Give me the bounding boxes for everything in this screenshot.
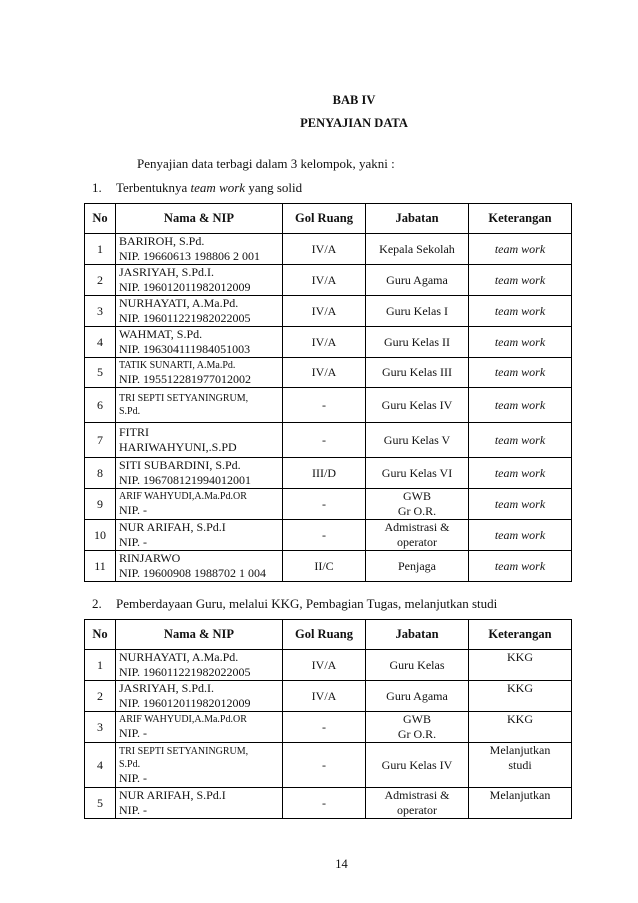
cell-gol: - (283, 712, 366, 743)
header-name: Nama & NIP (116, 620, 283, 650)
cell-nip: NIP. - (119, 535, 148, 549)
cell-jabatan-line2: Gr O.R. (397, 504, 437, 518)
header-jabatan: Jabatan (366, 204, 469, 234)
cell-name: NUR ARIFAH, S.Pd.I (119, 788, 226, 802)
cell-jabatan-line1: Guru Agama (386, 688, 448, 703)
cell-jabatan (366, 265, 469, 296)
cell-jabatan-line1: GWB (403, 489, 431, 503)
cell-no: 3 (85, 712, 116, 743)
cell-nip-line2: NIP. - (119, 770, 148, 785)
cell-name-nip (116, 296, 283, 327)
cell-name: NUR ARIFAH, S.Pd.I (119, 520, 226, 534)
cell-name: TRI SEPTI SETYANINGRUM, (119, 745, 249, 757)
cell-nip: NIP. 196011221982022005 (119, 665, 251, 679)
cell-gol: - (283, 423, 366, 458)
table-row (85, 234, 572, 265)
cell-jabatan-line1: Guru Kelas IV (381, 397, 453, 412)
cell-gol: IV/A (283, 650, 366, 681)
cell-ket-line1: KKG (507, 712, 533, 726)
section-1-text-after: yang solid (245, 180, 303, 195)
kkg-table (84, 619, 572, 819)
cell-jabatan-line1: Guru Agama (386, 272, 448, 287)
cell-ket-line1: Melanjutkan (489, 788, 551, 802)
cell-ket: team work (469, 358, 572, 388)
header-name: Nama & NIP (116, 204, 283, 234)
table-row (85, 296, 572, 327)
cell-ket: team work (469, 423, 572, 458)
cell-name-nip (116, 265, 283, 296)
cell-gol: IV/A (283, 681, 366, 712)
intro-paragraph: Penyajian data terbagi dalam 3 kelompok, yakni : (137, 156, 395, 171)
cell-jabatan-line2: Gr O.R. (397, 727, 437, 741)
cell-no: 11 (85, 551, 116, 582)
cell-gol: - (283, 788, 366, 819)
header-no: No (85, 620, 116, 650)
table-row (85, 788, 572, 819)
cell-no: 2 (85, 265, 116, 296)
cell-gol: IV/A (283, 358, 366, 388)
cell-gol: IV/A (283, 327, 366, 358)
cell-nip: HARIWAHYUNI,.S.PD (119, 440, 237, 454)
cell-no: 6 (85, 388, 116, 423)
cell-no: 9 (85, 489, 116, 520)
cell-ket: team work (469, 388, 572, 423)
cell-jabatan (366, 788, 469, 819)
section-1-text-before: Terbentuknya (116, 180, 191, 195)
cell-gol: IV/A (283, 296, 366, 327)
cell-gol: - (283, 489, 366, 520)
team-work-table (84, 203, 572, 582)
cell-jabatan-line1: Kepala Sekolah (379, 241, 455, 256)
cell-name-nip (116, 388, 283, 423)
chapter-heading: BAB IV (332, 93, 376, 107)
cell-jabatan-line1: Guru Kelas I (386, 303, 448, 318)
cell-ket: team work (469, 296, 572, 327)
cell-no: 4 (85, 743, 116, 788)
cell-name-nip (116, 551, 283, 582)
table-row (85, 327, 572, 358)
cell-jabatan (366, 296, 469, 327)
header-gol: Gol Ruang (283, 620, 366, 650)
header-jabatan: Jabatan (366, 620, 469, 650)
table-row (85, 489, 572, 520)
cell-ket (469, 650, 572, 681)
cell-name-nip (116, 681, 283, 712)
cell-jabatan (366, 712, 469, 743)
table-header-row (85, 620, 572, 650)
cell-name: RINJARWO (119, 551, 181, 565)
cell-name-nip (116, 788, 283, 819)
cell-name: JASRIYAH, S.Pd.I. (119, 681, 215, 695)
section-1-text-italic: team work (190, 180, 246, 195)
header-gol: Gol Ruang (283, 204, 366, 234)
cell-name-nip (116, 743, 283, 788)
cell-name: FITRI (119, 425, 149, 439)
cell-ket-line1: KKG (507, 650, 533, 664)
cell-no: 2 (85, 681, 116, 712)
cell-nip: S.Pd. (119, 758, 141, 770)
cell-nip: NIP. - (119, 803, 148, 817)
cell-nip: NIP. - (119, 726, 148, 740)
cell-name: WAHMAT, S.Pd. (119, 327, 203, 341)
cell-jabatan (366, 650, 469, 681)
cell-ket: team work (469, 489, 572, 520)
cell-jabatan (366, 520, 469, 551)
cell-nip: NIP. 19660613 198806 2 001 (119, 249, 261, 263)
cell-ket (469, 743, 572, 788)
cell-nip: S.Pd. (119, 406, 141, 417)
cell-name: ARIF WAHYUDI,A.Ma.Pd.OR (119, 714, 247, 725)
cell-gol: - (283, 388, 366, 423)
cell-jabatan (366, 327, 469, 358)
cell-name-nip (116, 712, 283, 743)
cell-jabatan (366, 423, 469, 458)
cell-jabatan (366, 458, 469, 489)
cell-ket (469, 788, 572, 819)
cell-name: NURHAYATI, A.Ma.Pd. (119, 296, 239, 310)
cell-jabatan-line1: Admistrasi & (384, 520, 450, 534)
cell-ket: team work (469, 265, 572, 296)
table-row (85, 458, 572, 489)
cell-no: 7 (85, 423, 116, 458)
cell-no: 5 (85, 358, 116, 388)
cell-jabatan (366, 743, 469, 788)
cell-jabatan-line2: operator (397, 535, 437, 549)
cell-nip: NIP. 196304111984051003 (119, 342, 251, 356)
cell-no: 5 (85, 788, 116, 819)
cell-no: 1 (85, 650, 116, 681)
cell-ket: team work (469, 234, 572, 265)
cell-ket (469, 712, 572, 743)
cell-ket-line2: studi (508, 758, 532, 772)
cell-jabatan-line1: Admistrasi & (384, 788, 450, 802)
cell-name-nip (116, 423, 283, 458)
cell-name: JASRIYAH, S.Pd.I. (119, 265, 215, 279)
cell-nip: NIP. - (119, 503, 148, 517)
cell-name: ARIF WAHYUDI,A.Ma.Pd.OR (119, 491, 247, 502)
cell-name: BARIROH, S.Pd. (119, 234, 205, 248)
cell-name-nip (116, 520, 283, 551)
cell-ket-line1: Melanjutkan (489, 743, 551, 757)
cell-name-nip (116, 358, 283, 388)
cell-nip: NIP. 195512281977012002 (119, 371, 252, 386)
cell-jabatan-line1: Guru Kelas V (383, 432, 451, 447)
cell-gol: - (283, 520, 366, 551)
cell-ket: team work (469, 520, 572, 551)
cell-nip: NIP. 196012011982012009 (119, 280, 251, 294)
cell-jabatan-line1: Guru Kelas IV (381, 757, 453, 772)
section-2-number: 2. (92, 596, 102, 611)
cell-nip: NIP. 196708121994012001 (119, 473, 252, 487)
cell-name: NURHAYATI, A.Ma.Pd. (119, 650, 239, 664)
cell-ket-line1: KKG (507, 681, 533, 695)
cell-no: 3 (85, 296, 116, 327)
cell-name-nip (116, 650, 283, 681)
cell-nip: NIP. 196011221982022005 (119, 311, 251, 325)
table-row (85, 551, 572, 582)
section-1-heading (92, 180, 302, 196)
section-2-heading (92, 596, 497, 612)
cell-jabatan (366, 489, 469, 520)
table-row (85, 520, 572, 551)
cell-name-nip (116, 234, 283, 265)
cell-name: TRI SEPTI SETYANINGRUM, (119, 393, 249, 404)
table-row (85, 358, 572, 388)
header-ket: Keterangan (469, 620, 572, 650)
page-title: PENYAJIAN DATA (300, 116, 408, 130)
cell-jabatan-line1: Guru Kelas (389, 657, 445, 672)
table-row (85, 388, 572, 423)
header-ket: Keterangan (469, 204, 572, 234)
table-row (85, 743, 572, 788)
cell-name-nip (116, 458, 283, 489)
cell-no: 8 (85, 458, 116, 489)
cell-jabatan-line1: Penjaga (398, 558, 436, 573)
cell-name: TATIK SUNARTI, A.Ma.Pd. (119, 359, 236, 371)
cell-jabatan-line1: GWB (403, 712, 431, 726)
cell-jabatan-line1: Guru Kelas II (384, 334, 450, 349)
cell-no: 10 (85, 520, 116, 551)
cell-jabatan (366, 388, 469, 423)
cell-jabatan-line1: Guru Kelas VI (381, 465, 453, 480)
cell-jabatan (366, 551, 469, 582)
cell-gol: IV/A (283, 265, 366, 296)
cell-gol: - (283, 743, 366, 788)
cell-jabatan (366, 681, 469, 712)
cell-nip: NIP. 196012011982012009 (119, 696, 251, 710)
cell-ket: team work (469, 551, 572, 582)
header-no: No (85, 204, 116, 234)
section-1-number: 1. (92, 180, 102, 195)
table-row (85, 423, 572, 458)
cell-no: 4 (85, 327, 116, 358)
cell-name-nip (116, 327, 283, 358)
section-2-text: Pemberdayaan Guru, melalui KKG, Pembagian Tugas, melanjutkan studi (116, 596, 498, 611)
cell-ket: team work (469, 327, 572, 358)
table-header-row (85, 204, 572, 234)
cell-name: SITI SUBARDINI, S.Pd. (119, 458, 241, 472)
cell-jabatan-line2: operator (397, 803, 437, 817)
table-row (85, 681, 572, 712)
cell-gol: IV/A (283, 234, 366, 265)
table-row (85, 265, 572, 296)
cell-ket (469, 681, 572, 712)
cell-name-nip (116, 489, 283, 520)
cell-jabatan (366, 358, 469, 388)
cell-gol: III/D (283, 458, 366, 489)
cell-nip: NIP. 19600908 1988702 1 004 (119, 566, 267, 580)
cell-jabatan-line1: Guru Kelas III (382, 365, 452, 379)
table-row (85, 712, 572, 743)
cell-no: 1 (85, 234, 116, 265)
table-row (85, 650, 572, 681)
cell-gol: II/C (283, 551, 366, 582)
page-number: 14 (335, 857, 348, 871)
cell-ket: team work (469, 458, 572, 489)
cell-jabatan (366, 234, 469, 265)
